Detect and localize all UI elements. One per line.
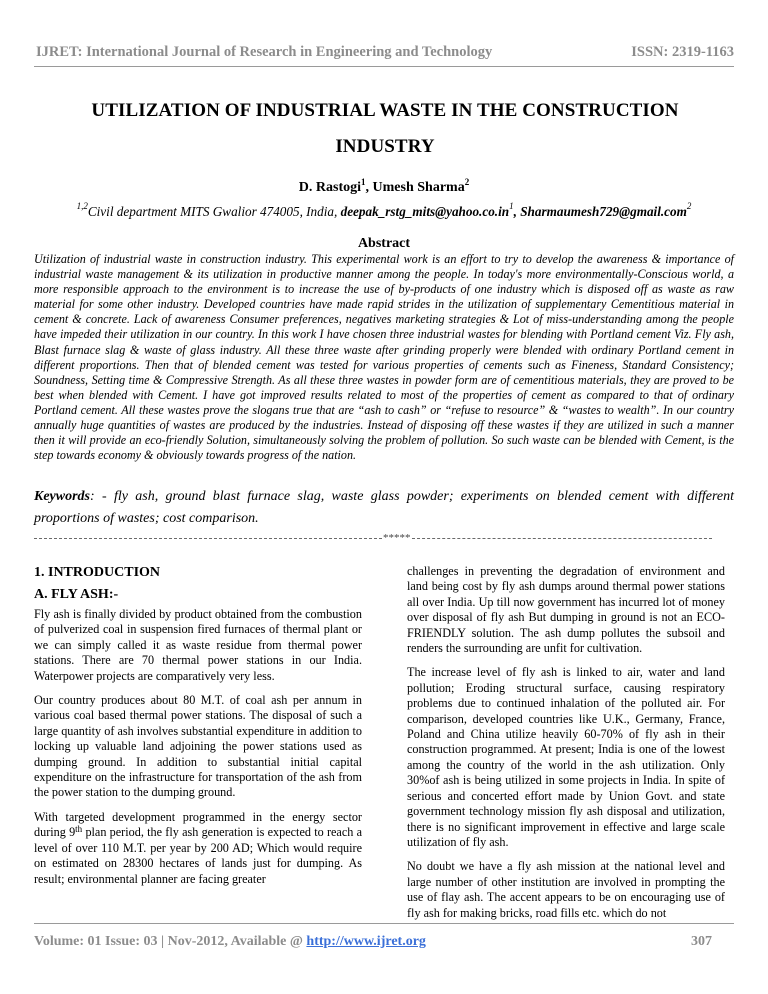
right-paragraph-2: The increase level of fly ash is linked to air, water and land pollution; Eroding structural surface, causing respiratory problems due to continued inhalation of the polluted air. For comparison, developed countries like U.K., Germany, France, Poland and China utilize heavily 60-70% of fly ash in their construction programmed. At present; India is one of the lowest among the country of the world in the ash utilization. Only 30%of ash is being utilized in some projects in India. In spite of serious and concerted effort made by Union Govt. and state government technology mission fly ash disposal and utilization, there is no significant improvement in effective and large scale utilization of fly ash. [407,665,725,849]
affiliation-dept: Civil department MITS Gwalior 474005, India, [87,204,341,219]
keywords-label: Keywords [34,489,90,504]
running-footer [34,934,734,952]
author-2: Umesh Sharma [372,180,465,195]
email-2: Sharmaumesh729@gmail.com [520,204,687,219]
page-number: 307 [691,934,712,949]
author-separator: , [365,180,373,195]
journal-name: IJRET: International Journal of Research in Engineering and Technology [36,44,493,60]
paper-title [40,93,730,165]
title-line-1: UTILIZATION OF INDUSTRIAL WASTE IN THE CONSTRUCTION [91,100,679,121]
affiliation [34,201,734,220]
section-separator [34,532,724,546]
separator-dash-left [34,538,382,539]
right-paragraph-1: challenges in preventing the degradation of environment and land being cost by fly ash dumps around thermal power stations all over India. Up till now government has incurred lot of money over disposal of fly ash But dumping in ground is not an ECO-FRIENDLY solution. The ash dump pollutes the subsoil and renders the surrounding are unfit for cultivation. [407,564,725,656]
author-1-sup: 1 [361,177,366,187]
footer-volume [34,934,426,950]
author-1: D. Rastogi [298,180,362,195]
left-paragraph-3-a: With targeted development programmed in the energy sector during 9 [34,809,362,840]
keywords [34,486,734,530]
running-header [34,44,734,62]
separator-dash-right [412,538,712,539]
footer-volume-text: Volume: 01 Issue: 03 | Nov-2012, Available @ [34,934,307,949]
left-paragraph-3-b: plan period, the fly ash generation is expected to reach a level of over 110 M.T. per year by 200 AD; Which would require on estimated on 28300 hectares of lands just for dumping. As result; environmental planner are facing greater [34,825,362,886]
footer-rule [34,923,734,924]
author-2-sup: 2 [464,177,470,187]
section-heading: 1. INTRODUCTION [34,565,161,580]
subsection-heading: A. FLY ASH:- [34,587,119,602]
keywords-text: : - fly ash, ground blast furnace slag, waste glass powder; experiments on blended cement with different proportions of wastes; cost comparison. [34,489,734,526]
left-paragraph-2: Our country produces about 80 M.T. of coal ash per annum in various coal based thermal power stations. The disposal of such a large quantity of ash involves substantial expenditure in addition to locking up valuable land adjoining the power stations used as dumping ground. In addition to substantial initial capital expenditure on the infrastructure for transportation of the ash from the power station to the dumping ground. [34,693,362,800]
separator-stars: ***** [383,532,411,545]
superscript-th: th [75,824,83,835]
journal-link[interactable]: http://www.ijret.org [306,934,426,949]
author-list [34,177,734,196]
left-column [34,564,362,896]
title-line-2: INDUSTRY [335,136,435,157]
issn: ISSN: 2319-1163 [631,44,734,60]
left-paragraph-1: Fly ash is finally divided by product obtained from the combustion of pulverized coal in suspension fired furnaces of thermal plant or we can simply called it as waste residue from thermal power stations. There are 70 thermal power stations in our India. Waterpower projects are comparatively very less. [34,607,362,683]
affiliation-sup: 1,2 [76,201,88,211]
email-comma: , [513,204,521,219]
abstract-body: Utilization of industrial waste in construction industry. This experimental work is an effort to try to develop the awareness & importance of industrial waste management & its utilization in productive manner among the people. In today's more environmentally-Conscious world, a more responsible approach to the environment is to increase the use of by-products of one industry which is disposed off as waste as raw material for some other industry. Developed countries have made rapid strides in the utilization of supplementary Cementitious material in cement & concrete. Lack of awareness Consumer preferences, negatives marketing strategies & Lot of miss-understanding among the people have impeded their utilization in our country. In this work I have chosen three industrial wastes for blending with Portland cement Viz. Fly ash, Blast furnace slag & waste of glass industry. All these three waste after grinding properly were blended with ordinary Portland cement in different proportions. Then that of blended cement was tested for various properties of cements such as Fineness, Standard Consistency; Soundness, Setting time & Compressive Strength. As all these three wastes in powder form are of cementitious materials, they are proved to be best when blended with Cement. I have got improved results related to most of the properties of cement as compared to that of ordinary Portland cement. All these wastes prove the slogans true that are “ash to cash” or “refuse to resource” & “wastes to wealth”. In our country annually huge quantities of wastes are produced by the industries. Instead of disposing off these wastes if they are utilized in such a manner then it will provide an eco-friendly Solution, simultaneously solving the problem of pollution. So such waste can be blended with Cement, is the step towards economy & obviously towards progress of the nation. [34,252,734,463]
header-rule [34,66,734,67]
email-1: deepak_rstg_mits@yahoo.co.in [340,204,510,219]
right-paragraph-3: No doubt we have a fly ash mission at the national level and large number of other institution are involved in prompting the use of flay ash. The accent appears to be on encouraging use of fly ash for making bricks, road fills etc. which do not [407,859,725,920]
abstract-heading: Abstract [357,236,411,251]
left-paragraph-3 [34,810,362,887]
email-1-sup: 1 [509,201,514,211]
email-2-sup: 2 [686,201,692,211]
right-column [407,564,725,930]
